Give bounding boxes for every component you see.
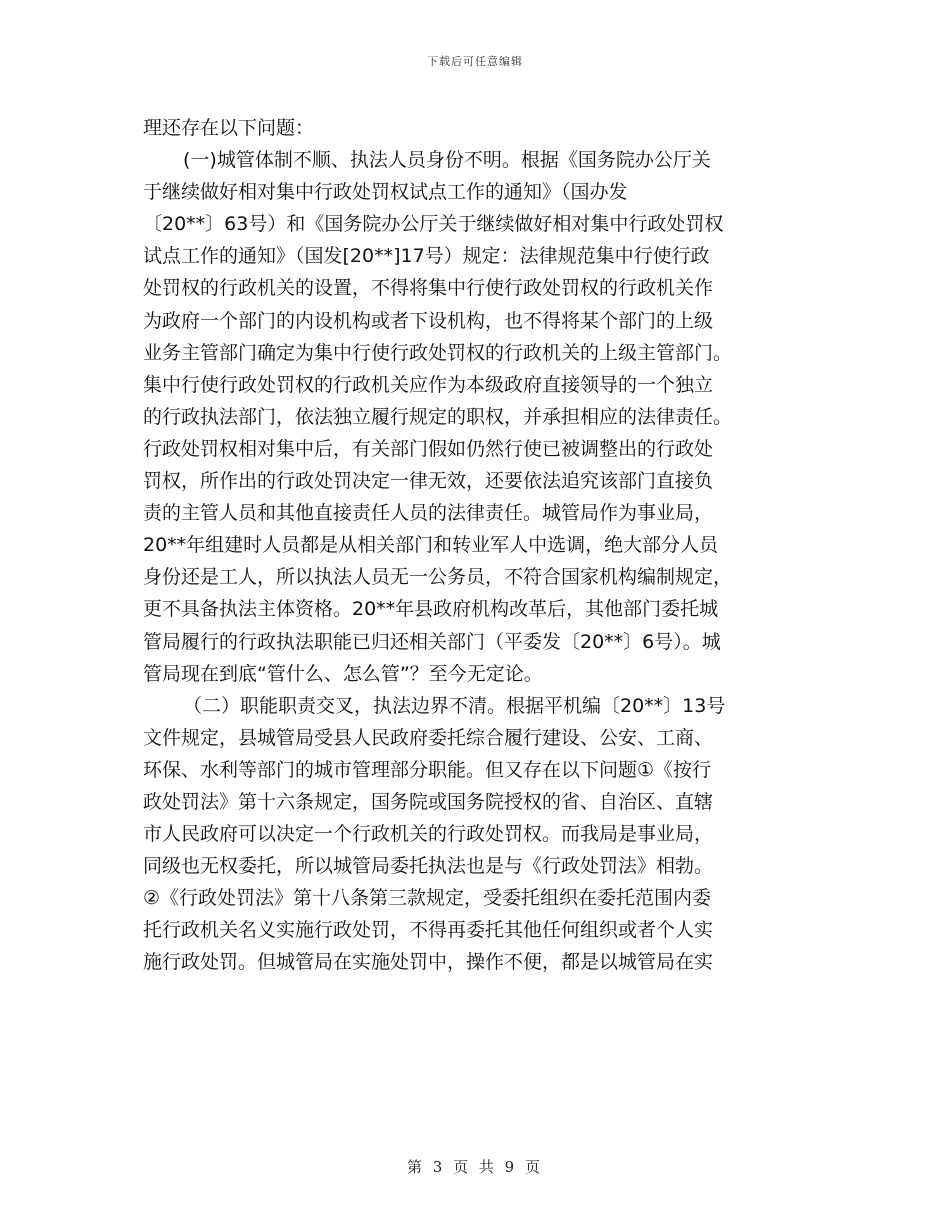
text-line: （二）职能职责交叉，执法边界不清。根据平机编〔20**〕13号 bbox=[183, 694, 726, 717]
text-line: 更不具备执法主体资格。20**年县政府机构改革后，其他部门委托城 bbox=[143, 598, 719, 621]
text-line: 业务主管部门确定为集中行使行政处罚权的行政机关的上级主管部门。 bbox=[143, 341, 733, 364]
text-line: ②《行政处罚法》第十八条第三款规定，受委托组织在委托范围内委 bbox=[143, 887, 712, 910]
text-line: 的行政执法部门，依法独立履行规定的职权，并承担相应的法律责任。 bbox=[143, 405, 733, 428]
text-line: 〔20**〕63号）和《国务院办公厅关于继续做好相对集中行政处罚权 bbox=[143, 213, 724, 236]
text-line: 责的主管人员和其他直接责任人员的法律责任。城管局作为事业局， bbox=[143, 502, 714, 525]
text-line: 身份还是工人，所以执法人员无一公务员，不符合国家机构编制规定， bbox=[143, 566, 733, 589]
text-line: 管局现在到底“管什么、怎么管”？至今无定论。 bbox=[143, 662, 543, 685]
text-line: 理还存在以下问题： bbox=[143, 117, 315, 139]
text-line: 施行政处罚。但城管局在实施处罚中，操作不便，都是以城管局在实 bbox=[143, 951, 714, 974]
text-line: 行政处罚权相对集中后，有关部门假如仍然行使已被调整出的行政处 bbox=[143, 437, 714, 460]
text-line: 政处罚法》第十六条规定，国务院或国务院授权的省、自治区、直辖 bbox=[143, 790, 714, 813]
body-text bbox=[143, 112, 813, 979]
text-line: 罚权，所作出的行政处罚决定一律无效，还要依法追究该部门直接负 bbox=[143, 470, 714, 493]
text-line: 同级也无权委托，所以城管局委托执法也是与《行政处罚法》相勃。 bbox=[143, 855, 714, 878]
text-line: 管局履行的行政执法职能已归还相关部门（平委发〔20**〕6号）。城 bbox=[143, 630, 721, 653]
text-line: 集中行使行政处罚权的行政机关应作为本级政府直接领导的一个独立 bbox=[143, 373, 714, 396]
page-footer: 第 3 页 共 9 页 bbox=[407, 1158, 543, 1176]
text-line: 试点工作的通知》（国发[20**]17号）规定：法律规范集中行使行政 bbox=[143, 245, 710, 268]
text-line: 20**年组建时人员都是从相关部门和转业军人中选调，绝大部分人员 bbox=[143, 534, 719, 557]
text-line: 托行政机关名义实施行政处罚，不得再委托其他任何组织或者个人实 bbox=[143, 919, 714, 942]
text-line: 市人民政府可以决定一个行政机关的行政处罚权。而我局是事业局， bbox=[143, 823, 714, 846]
text-line: (一)城管体制不顺、执法人员身份不明。根据《国务院办公厅关 bbox=[183, 149, 711, 172]
text-line: 为政府一个部门的内设机构或者下设机构，也不得将某个部门的上级 bbox=[143, 309, 714, 332]
text-line: 于继续做好相对集中行政处罚权试点工作的通知》（国办发 bbox=[143, 181, 628, 204]
text-line: 文件规定，县城管局受县人民政府委托综合履行建设、公安、工商、 bbox=[143, 726, 714, 749]
text-line: 处罚权的行政机关的设置，不得将集中行使行政处罚权的行政机关作 bbox=[143, 277, 714, 300]
page-header: 下载后可任意编辑 bbox=[427, 55, 523, 68]
text-line: 环保、水利等部门的城市管理部分职能。但又存在以下问题①《按行 bbox=[143, 758, 712, 781]
